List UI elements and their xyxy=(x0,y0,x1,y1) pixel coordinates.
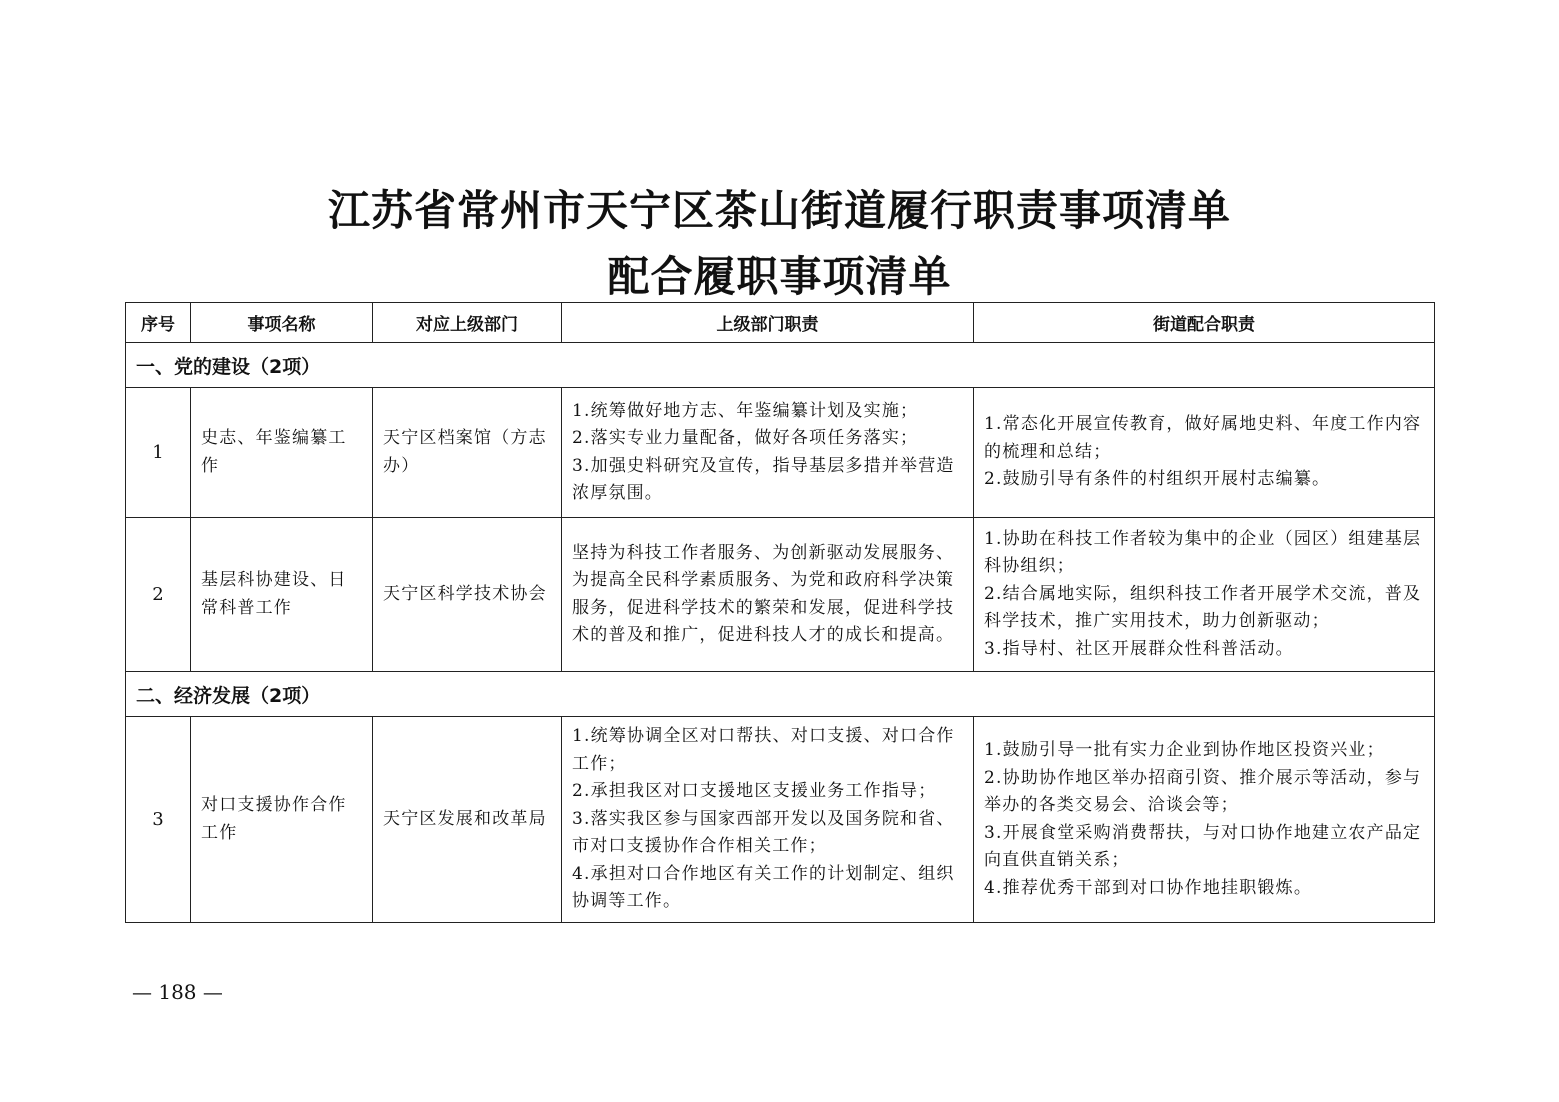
duty-line: 2.鼓励引导有条件的村组织开展村志编纂。 xyxy=(984,469,1331,490)
duty-line: 1.协助在科技工作者较为集中的企业（园区）组建基层科协组织； xyxy=(984,528,1422,577)
header-seq: 序号 xyxy=(126,303,191,343)
row-upper-dept: 天宁区科学技术协会 xyxy=(373,518,562,672)
row-item-name: 对口支援协作合作工作 xyxy=(191,717,373,923)
section-row xyxy=(126,672,1435,717)
row-seq: 3 xyxy=(126,717,191,923)
duty-line: 1.鼓励引导一批有实力企业到协作地区投资兴业； xyxy=(984,740,1385,760)
row-item-name: 基层科协建设、日常科普工作 xyxy=(191,518,373,672)
row-street-duties xyxy=(974,388,1435,518)
section-heading: 二、经济发展（2项） xyxy=(126,672,1435,717)
duty-line: 1.统筹做好地方志、年鉴编纂计划及实施； xyxy=(572,400,919,421)
document-title: 江苏省常州市天宁区茶山街道履行职责事项清单 xyxy=(327,186,1231,235)
header-street-duties: 街道配合职责 xyxy=(974,303,1435,343)
row-street-duties xyxy=(974,518,1435,672)
page-number: — 188 — xyxy=(132,980,223,1004)
table-row xyxy=(126,717,1435,923)
row-upper-duties xyxy=(562,717,974,923)
table-header-row xyxy=(126,303,1435,343)
header-upper-dept: 对应上级部门 xyxy=(373,303,562,343)
row-seq: 2 xyxy=(126,518,191,672)
row-upper-dept: 天宁区档案馆（方志办） xyxy=(373,388,562,518)
duty-line: 4.推荐优秀干部到对口协作地挂职锻炼。 xyxy=(984,877,1313,898)
duty-line: 2.协助协作地区举办招商引资、推介展示等活动，参与举办的各类交易会、洽谈会等； xyxy=(984,767,1422,815)
row-upper-duties xyxy=(562,518,974,672)
section-row xyxy=(126,343,1435,388)
duty-line: 3.加强史料研究及宣传，指导基层多措并举营造浓厚氛围。 xyxy=(572,455,955,503)
section-heading: 一、党的建设（2项） xyxy=(126,343,1435,388)
table-row xyxy=(126,518,1435,672)
row-item-name: 史志、年鉴编纂工作 xyxy=(191,388,373,518)
header-item-name: 事项名称 xyxy=(191,303,373,343)
row-upper-dept: 天宁区发展和改革局 xyxy=(373,717,562,923)
table-row xyxy=(126,388,1435,518)
duty-line: 4.承担对口合作地区有关工作的计划制定、组织协调等工作。 xyxy=(572,863,955,912)
duty-line: 3.落实我区参与国家西部开发以及国务院和省、市对口支援协作合作相关工作； xyxy=(572,808,955,857)
duty-line: 3.指导村、社区开展群众性科普活动。 xyxy=(984,638,1294,659)
row-seq: 1 xyxy=(126,388,191,518)
row-street-duties xyxy=(974,717,1435,923)
row-upper-duties xyxy=(562,388,974,518)
document-subtitle: 配合履职事项清单 xyxy=(607,252,952,301)
duty-line: 1.统筹协调全区对口帮扶、对口支援、对口合作工作； xyxy=(572,726,955,774)
duties-table xyxy=(125,302,1435,923)
duty-line: 2.结合属地实际，组织科技工作者开展学术交流，普及科学技术，推广实用技术，助力创新驱动； xyxy=(984,583,1422,632)
header-upper-duties: 上级部门职责 xyxy=(562,303,974,343)
duty-line: 2.落实专业力量配备，做好各项任务落实； xyxy=(572,428,919,448)
duty-line: 1.常态化开展宣传教育，做好属地史料、年度工作内容的梳理和总结； xyxy=(984,414,1422,462)
duty-line: 坚持为科技工作者服务、为创新驱动发展服务、为提高全民科学素质服务、为党和政府科学决策服务，促进科学技术的繁荣和发展，促进科学技术的普及和推广，促进科技人才的成长和提高。 xyxy=(572,542,955,645)
duty-line: 2.承担我区对口支援地区支援业务工作指导； xyxy=(572,781,937,802)
duty-line: 3.开展食堂采购消费帮扶，与对口协作地建立农产品定向直供直销关系； xyxy=(984,822,1422,870)
